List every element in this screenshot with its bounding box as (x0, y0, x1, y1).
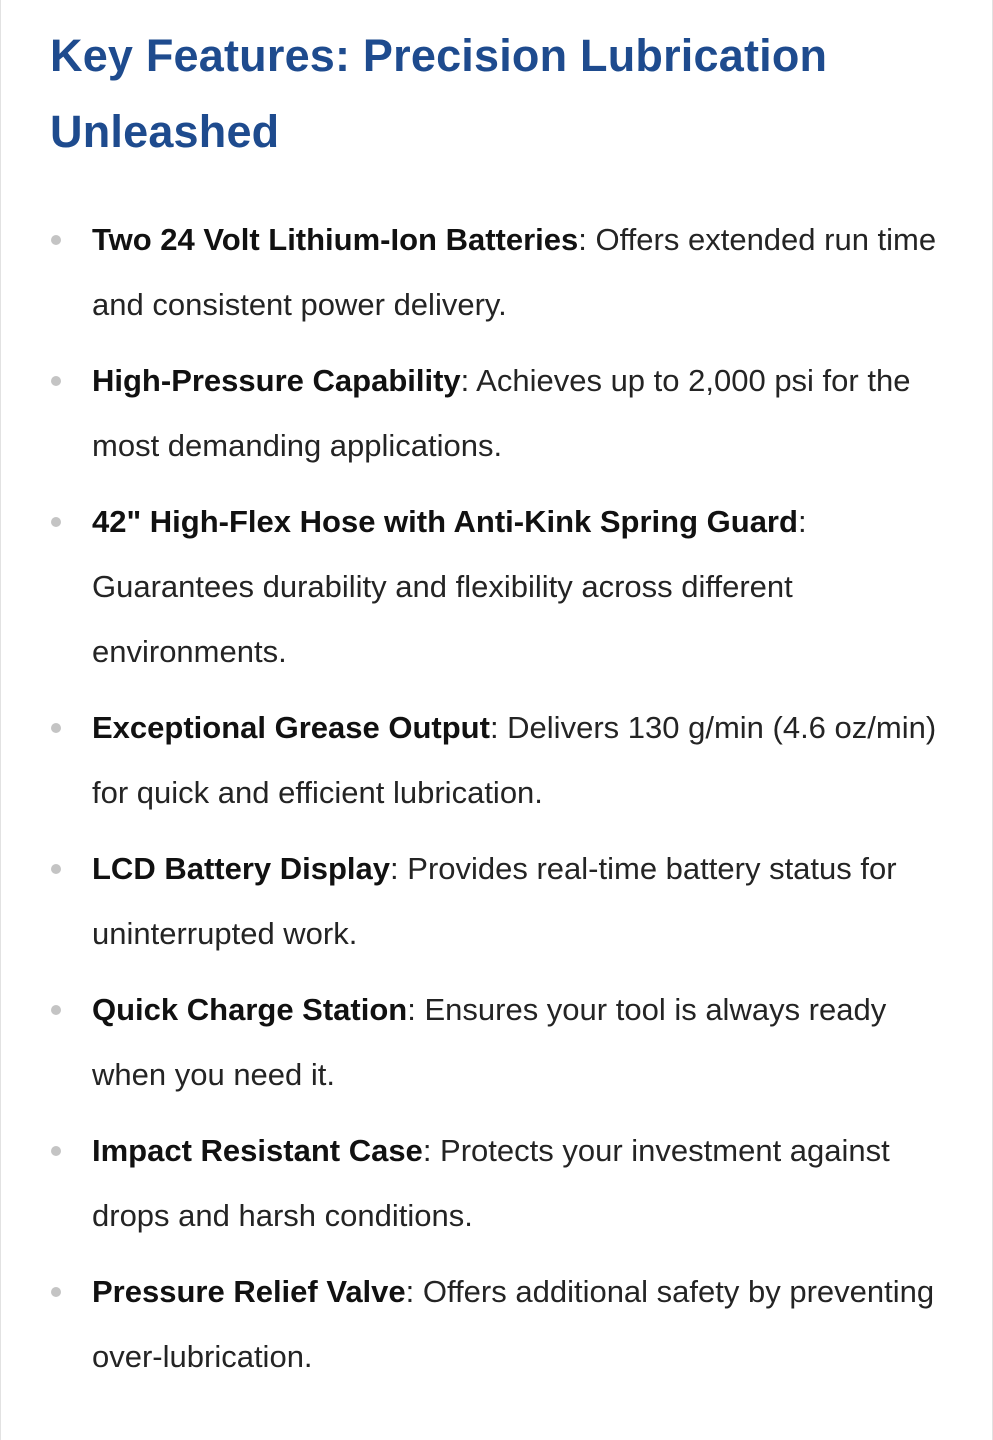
feature-title: LCD Battery Display (92, 851, 391, 886)
feature-title: Quick Charge Station (92, 992, 408, 1027)
bullet-icon (51, 1005, 61, 1015)
section-heading: Key Features: Precision Lubrication Unleashed (50, 30, 828, 157)
feature-title: Impact Resistant Case (92, 1133, 423, 1168)
bullet-icon (51, 1287, 61, 1297)
feature-title: High-Pressure Capability (92, 363, 461, 398)
list-item (1, 348, 993, 478)
feature-description: Offers additional safety by preventing over-lubrication. (92, 1274, 935, 1374)
bullet-icon (51, 235, 61, 245)
list-item (1, 1259, 993, 1389)
feature-separator: : (422, 1133, 441, 1168)
list-item (1, 489, 993, 684)
feature-description: Guarantees durability and flexibility across different environments. (92, 569, 793, 669)
list-item (1, 836, 993, 966)
feature-separator: : (390, 851, 408, 886)
list-item (1, 977, 993, 1107)
bullet-icon (51, 517, 61, 527)
feature-description: Offers extended run time and consistent power delivery. (92, 222, 937, 322)
feature-description: Provides real-time battery status for uninterrupted work. (92, 851, 897, 951)
bullet-icon (51, 376, 61, 386)
bullet-icon (51, 1146, 61, 1156)
list-item (1, 695, 993, 825)
feature-title: Pressure Relief Valve (92, 1274, 406, 1309)
feature-description: Delivers 130 g/min (4.6 oz/min) for quick and efficient lubrication. (92, 710, 937, 810)
feature-separator: : (578, 222, 596, 257)
feature-separator: : (405, 1274, 423, 1309)
feature-list (1, 207, 993, 1400)
feature-separator: : (407, 992, 425, 1027)
feature-description: Ensures your tool is always ready when you need it. (92, 992, 887, 1092)
feature-description: Achieves up to 2,000 psi for the most demanding applications. (92, 363, 911, 463)
feature-title: Two 24 Volt Lithium-Ion Batteries (92, 222, 579, 257)
feature-title: 42" High-Flex Hose with Anti-Kink Spring Guard (92, 504, 798, 539)
feature-separator: : (797, 504, 807, 539)
feature-title: Exceptional Grease Output (92, 710, 490, 745)
list-item (1, 1118, 993, 1248)
feature-separator: : (460, 363, 477, 398)
bullet-icon (51, 723, 61, 733)
feature-separator: : (489, 710, 508, 745)
feature-description: Protects your investment against drops and harsh conditions. (92, 1133, 890, 1233)
list-item (1, 207, 993, 337)
bullet-icon (51, 864, 61, 874)
